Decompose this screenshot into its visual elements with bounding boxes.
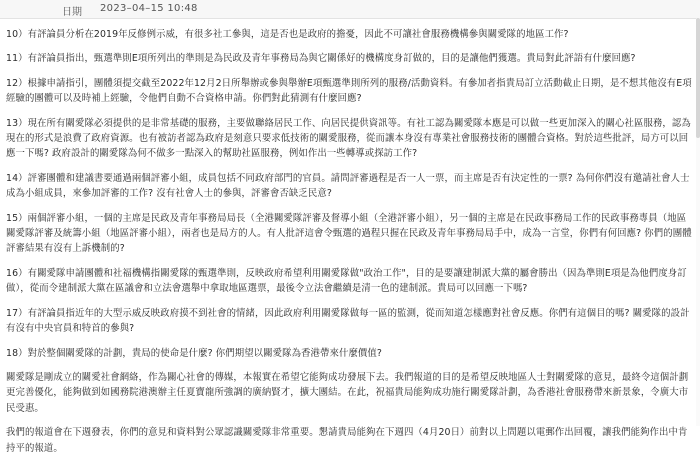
question-18: 18）對於整個關愛隊的計劃，貴局的使命是什麼? 你們期望以關愛隊為香港帶來什麼價值? [6, 347, 382, 359]
question-13: 13）現在所有關愛隊必須提供的是非常基礎的服務，主要做聯絡居民工作、向居民提供資訊等。有社工認為關愛隊本應是可以做一些更加深入的關心社區服務，認為現在的形式是浪費了政府資源。也有被訪者認為政府是刻意只要求低技術的關愛服務，從而讓本身沒有專業社會服務技術的團體合資格。對於這些批評，局方可以回應一下嗎? 政府設計的關愛隊為何不做多一點深入的幫助社區服務，例如作出一些轉導或探訪工作? [6, 117, 691, 160]
closing-paragraph: 關愛隊是剛成立的關愛社會網絡，作為關心社會的傳媒，本報實在希望它能夠成功發展下去。我們報道的目的是希望反映地區人士對關愛隊的意見，最終令這個計劃更完善優化，能夠做到如國務院港澳辦主任夏寶龍所強調的廣納賢才，擴大團結。在此，祝福貴局能夠成功施行關愛隊計劃，為香港社會服務帶來新景象，令廣大市民受惠。 [6, 371, 689, 414]
scrollbar-thumb[interactable] [696, 18, 700, 138]
deadline-paragraph: 我們的報道會在下週發表，你們的意見和資料對公眾認識關愛隊非常重要。懇請貴局能夠在下週四（4月20日）前對以上問題以電郵作出回覆，讓我們能夠作出中肯持平的報道。 [6, 427, 688, 454]
question-11: 11）有評論員指出，甄選準則E項所列出的準則是為民政及青年事務局為與它關係好的機構度身訂做的，目的是讓他們獲選。貴局對此評語有什麼回應? [6, 53, 636, 65]
question-10: 10）有評論員分析在2019年反修例示威，有很多社工參與，這是否也是政府的擔憂，因此不可讓社會服務機構參與關愛隊的地區工作? [6, 29, 569, 40]
question-17: 17）有評論員指近年的大型示威反映政府摸不到社會的情緒，因此政府利用關愛隊做每一區的監測，從而知道怎樣應對社會反應。你們有這個目的嗎? 關愛隊的設計有沒有中央官員和特首的參與? [6, 307, 690, 335]
date-label: 日期 [62, 7, 82, 18]
date-value: 2023–04–15 10:48 [100, 3, 198, 14]
question-12: 12）根據申請指引，團體須提交截至2022年12月2日所舉辦或參與舉辦E項甄選準則所列的服務/活動資料。有參加者指貴局訂立活動截止日期，是不想其他沒有E項經驗的團體可以及時補上經驗，令他們自動不合資格申請。你們對此猜測有什麼回應? [6, 77, 692, 105]
question-16: 16）有關愛隊申請團體和社福機構指關愛隊的甄選準則，反映政府希望利用關愛隊做"政治工作"，目的是要讓建制派大黨的屬會勝出（因為準則E項是為他們度身訂做），從而令建制派大黨在區議會和立法會選舉中拿取地區選票，最後令立法會繼續是清一色的建制派。貴局可以回應一下嗎? [6, 267, 687, 295]
email-body [6, 27, 694, 465]
question-14: 14）評審團體和建議書要通過兩個評審小組，成員包括不同政府部門的官員。請問評審過程是否一人一票，而主席是否有決定性的一票? 為何你們沒有邀請社會人士成為小組成員，來參加評審的工作? 沒有社會人士的參與，評審會否缺乏民意? [6, 172, 690, 200]
question-15: 15）兩個評審小組，一個的主席是民政及青年事務局局長（全港關愛隊評審及督導小組（全港評審小組），另一個的主席是在民政事務局工作的民政事務專員（地區關愛隊評審及統籌小組（地區評審小組），兩者也是局方的人。有人批評這會令甄選的過程只握在民政及青年事務局局手中，成為一言堂，你們有何回應? 你們的團體評審結果有沒有上訴機制的? [6, 212, 692, 255]
header-bar [0, 0, 700, 19]
